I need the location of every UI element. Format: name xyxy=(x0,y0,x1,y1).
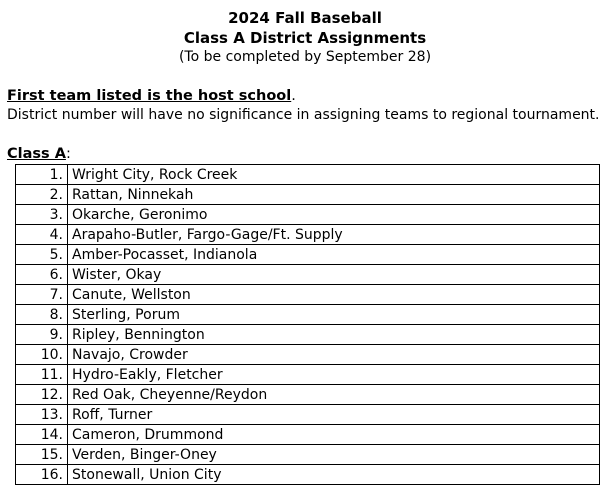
table-row xyxy=(16,465,600,485)
table-row xyxy=(16,165,600,185)
table-row xyxy=(16,445,600,465)
district-number-note: District number will have no significance in assigning teams to regional tournament. xyxy=(7,107,600,123)
table-row xyxy=(16,305,600,325)
district-number: 13. xyxy=(16,405,68,425)
district-teams: Sterling, Porum xyxy=(68,305,600,325)
table-row xyxy=(16,225,600,245)
district-teams: Verden, Binger-Oney xyxy=(68,445,600,465)
table-row xyxy=(16,285,600,305)
district-number: 16. xyxy=(16,465,68,485)
district-number: 12. xyxy=(16,385,68,405)
district-teams: Hydro-Eakly, Fletcher xyxy=(68,365,600,385)
district-teams: Stonewall, Union City xyxy=(68,465,600,485)
class-a-label-text: Class A xyxy=(7,146,66,162)
district-teams: Wister, Okay xyxy=(68,265,600,285)
host-school-note xyxy=(7,88,296,104)
table-row xyxy=(16,425,600,445)
district-number: 11. xyxy=(16,365,68,385)
district-number: 10. xyxy=(16,345,68,365)
table-row xyxy=(16,385,600,405)
district-number: 2. xyxy=(16,185,68,205)
table-row xyxy=(16,185,600,205)
table-row xyxy=(16,245,600,265)
district-teams: Amber-Pocasset, Indianola xyxy=(68,245,600,265)
host-school-note-period: . xyxy=(291,88,296,104)
host-school-note-text: First team listed is the host school xyxy=(7,88,292,104)
table-row xyxy=(16,345,600,365)
document-subtitle: Class A District Assignments xyxy=(183,29,427,47)
district-teams: Wright City, Rock Creek xyxy=(68,165,600,185)
district-assignments-table xyxy=(15,164,600,485)
document-title: 2024 Fall Baseball xyxy=(228,9,382,27)
deadline-note: (To be completed by September 28) xyxy=(178,49,432,65)
table-row xyxy=(16,205,600,225)
district-number: 14. xyxy=(16,425,68,445)
class-a-label-colon: : xyxy=(65,146,71,162)
district-teams: Roff, Turner xyxy=(68,405,600,425)
table-row xyxy=(16,365,600,385)
district-number: 4. xyxy=(16,225,68,245)
district-teams: Okarche, Geronimo xyxy=(68,205,600,225)
district-number: 9. xyxy=(16,325,68,345)
district-teams: Red Oak, Cheyenne/Reydon xyxy=(68,385,600,405)
district-teams: Arapaho-Butler, Fargo-Gage/Ft. Supply xyxy=(68,225,600,245)
table-row xyxy=(16,405,600,425)
table-row xyxy=(16,325,600,345)
district-teams: Ripley, Bennington xyxy=(68,325,600,345)
table-row xyxy=(16,265,600,285)
district-number: 6. xyxy=(16,265,68,285)
district-teams: Navajo, Crowder xyxy=(68,345,600,365)
district-number: 1. xyxy=(16,165,68,185)
district-number: 15. xyxy=(16,445,68,465)
district-teams: Rattan, Ninnekah xyxy=(68,185,600,205)
district-teams: Canute, Wellston xyxy=(68,285,600,305)
district-teams: Cameron, Drummond xyxy=(68,425,600,445)
class-a-label xyxy=(7,146,71,162)
district-number: 5. xyxy=(16,245,68,265)
district-number: 8. xyxy=(16,305,68,325)
district-number: 3. xyxy=(16,205,68,225)
district-number: 7. xyxy=(16,285,68,305)
